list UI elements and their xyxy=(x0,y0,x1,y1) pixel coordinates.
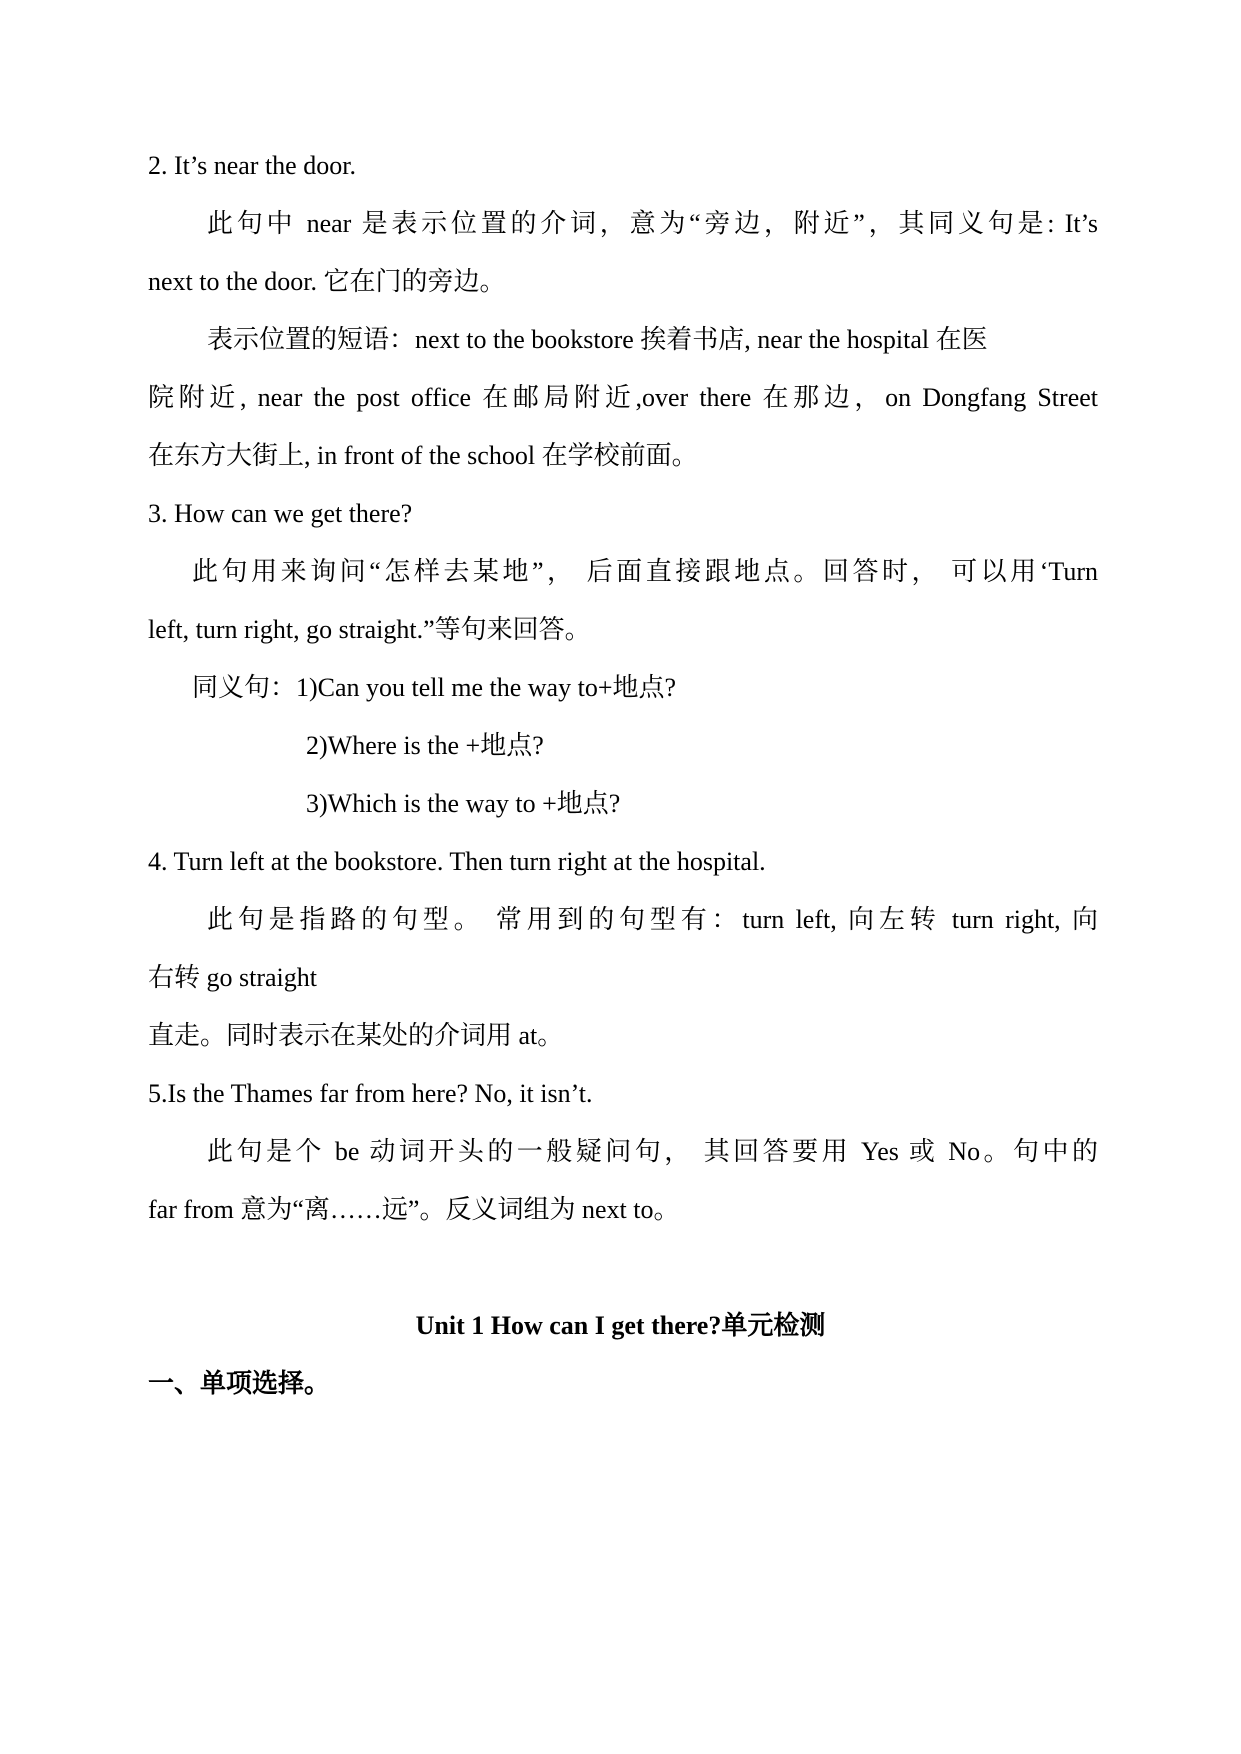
text-line: next to the door. 它在门的旁边。 xyxy=(148,267,506,296)
text-line: 院附近, near the post office 在邮局附近,over there 在那边，on Dongfang Street xyxy=(148,383,1098,412)
text-line: far from 意为“离……远”。反义词组为 next to。 xyxy=(148,1195,680,1224)
text-line: 5.Is the Thames far from here? No, it isn’t. xyxy=(148,1079,593,1108)
text-line: 此句是个 be 动词开头的一般疑问句， 其回答要用 Yes 或 No。句中的 xyxy=(207,1137,1098,1166)
text-line: 表示位置的短语：next to the bookstore 挨着书店, near the hospital 在医 xyxy=(207,325,988,354)
text-line: 3. How can we get there? xyxy=(148,499,413,528)
text-line: 直走。同时表示在某处的介词用 at。 xyxy=(148,1021,564,1050)
text-line: left, turn right, go straight.”等句来回答。 xyxy=(148,615,591,644)
text-line: 此句中 near 是表示位置的介词，意为“旁边，附近”，其同义句是: It’s xyxy=(207,209,1098,238)
text-line: 此句是指路的句型。 常用到的句型有：turn left, 向左转 turn right, 向 xyxy=(207,905,1098,934)
text-line: 右转 go straight xyxy=(148,963,317,992)
text-line: 在东方大街上, in front of the school 在学校前面。 xyxy=(148,441,698,470)
text-line: 4. Turn left at the bookstore. Then turn right at the hospital. xyxy=(148,847,766,876)
text-line: 此句用来询问“怎样去某地”， 后面直接跟地点。回答时， 可以用‘Turn xyxy=(192,557,1098,586)
section-heading: 一、单项选择。 xyxy=(148,1369,331,1398)
text-line: 3)Which is the way to +地点? xyxy=(306,789,621,818)
text-line: 同义句：1)Can you tell me the way to+地点? xyxy=(192,673,677,702)
unit-title: Unit 1 How can I get there?单元检测 xyxy=(415,1311,826,1340)
text-line: 2. It’s near the door. xyxy=(148,151,356,180)
text-line: 2)Where is the +地点? xyxy=(306,731,544,760)
